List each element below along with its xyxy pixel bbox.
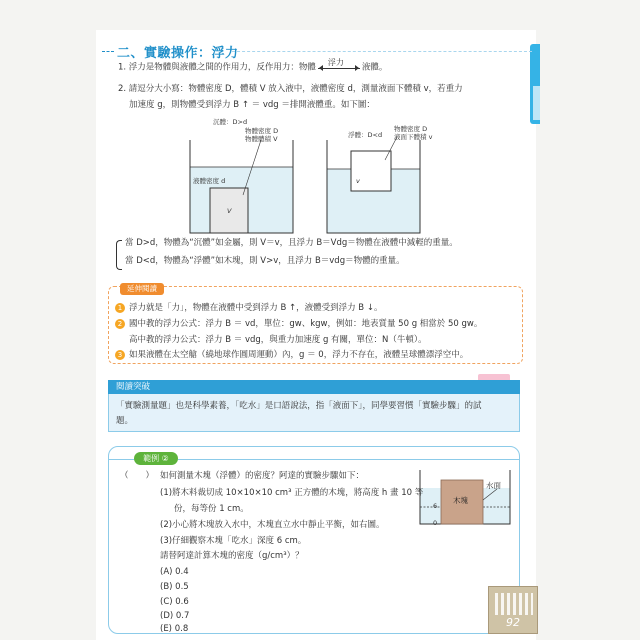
item-number-icon: 3 xyxy=(115,350,125,360)
example-step: (1)將木料裁切成 10×10×10 cm³ 正方體的木塊，將高度 h 畫 10 等 xyxy=(160,488,424,498)
float-inner-label: v xyxy=(356,177,360,185)
extension-item-text: 如果液體在太空艙（繞地球作圓周運動）內，g ＝ 0，浮力不存在，液體呈球體漂浮空中。 xyxy=(129,350,469,360)
case-sink: 當 D>d，物體為“沉體”如金屬，則 V＝v，且浮力 B＝Vdg＝物體在液體中減輕的重量。 xyxy=(125,238,458,248)
option-c[interactable]: (C) 0.6 xyxy=(160,597,189,607)
option-d[interactable]: (D) 0.7 xyxy=(160,611,190,621)
reading-title: 閱讀突破 xyxy=(108,380,520,394)
extension-item xyxy=(115,301,382,316)
sink-inner-label: V xyxy=(227,207,232,215)
page-number: 92 xyxy=(506,616,520,629)
extension-item-text: 國中教的浮力公式：浮力 B ＝ vd，單位：gw、kgw，例如：地表質量 50 g 相當於 50 gw。 xyxy=(129,319,483,329)
float-label-density: 物體密度 D xyxy=(394,125,428,133)
extension-item xyxy=(115,348,468,363)
extension-item-text: 浮力就是「力」，物體在液體中受到浮力 B ↑，液體受到浮力 B ↓。 xyxy=(129,303,383,313)
reading-line-1: 「實驗測量題」也是科學素養，「吃水」是口語說法，指「液面下」，同學要習慣「實驗步驟」的試 xyxy=(116,401,482,411)
extension-item-continued: 高中教的浮力公式：浮力 B ＝ vdg，與重力加速度 g 有關，單位：N（牛頓）。 xyxy=(129,335,427,345)
intro-paragraph-2-line1: 2. 請逗分大小寫：物體密度 D，體積 V 放入液中，液體密度 d，測量液面下體積 v，若重力 xyxy=(118,84,463,94)
depth-mark-6: 6 xyxy=(433,502,438,510)
intro-p1-prefix: 1. 浮力是物體與液體之間的作用力，反作用力：物體 xyxy=(118,62,316,73)
float-title: 浮體：D<d xyxy=(348,131,383,139)
float-label-volume: 液面下體積 v xyxy=(394,133,433,141)
float-figure xyxy=(327,137,420,233)
example-step: (3)仔細觀察木塊「吃水」深度 6 cm。 xyxy=(160,536,307,546)
page-number-badge xyxy=(488,586,538,634)
example-question: 如何測量木塊（浮體）的密度？阿達的實驗步驟如下： xyxy=(160,471,365,481)
option-a[interactable]: (A) 0.4 xyxy=(160,567,189,577)
sink-title: 沉體：D>d xyxy=(213,118,248,126)
example-rule-right xyxy=(178,459,520,460)
example-step: 份，每等份 1 cm。 xyxy=(174,504,249,514)
case-float: 當 D<d，物體為“浮體”如木塊，則 V>v，且浮力 B＝vdg＝物體的重量。 xyxy=(125,256,405,266)
extension-item xyxy=(115,317,482,332)
example-step: (2)小心將木塊放入水中，木塊直立水中靜止平衡，如右圖。 xyxy=(160,520,385,530)
answer-blank[interactable]: （ ） xyxy=(120,471,155,481)
case-brace xyxy=(116,240,122,270)
sink-label-volume: 物體體積 V xyxy=(245,135,278,143)
section-title: 二、實驗操作：浮力 xyxy=(117,46,239,61)
example-tag: 範例 ② xyxy=(134,452,178,465)
option-e[interactable]: (E) 0.8 xyxy=(160,624,189,634)
wood-block-label: 木塊 xyxy=(453,496,468,505)
float-object xyxy=(351,151,391,191)
sink-liquid-label: 液體密度 d xyxy=(193,177,226,185)
depth-mark-0: 0 xyxy=(433,519,438,527)
example-rule-left xyxy=(108,459,134,460)
item-number-icon: 1 xyxy=(115,303,125,313)
option-b[interactable]: (B) 0.5 xyxy=(160,582,189,592)
stripes-decoration xyxy=(495,593,533,615)
reading-line-2: 題。 xyxy=(116,416,134,426)
extension-tag: 延伸閱讀 xyxy=(120,283,164,295)
sink-figure xyxy=(190,140,293,233)
sink-label-density: 物體密度 D xyxy=(245,127,279,135)
intro-paragraph-2-line2: 加速度 g，則物體受到浮力 B ↑ ＝ vdg ＝排開液體重。如下圖： xyxy=(129,100,375,110)
arrow-label: 浮力 xyxy=(327,58,344,67)
item-number-icon: 2 xyxy=(115,319,125,329)
example-prompt: 請替阿達計算木塊的密度（g/cm³）？ xyxy=(160,551,304,561)
intro-p1-suffix: 液體。 xyxy=(361,62,388,73)
water-surface-label: 水面 xyxy=(486,481,501,490)
